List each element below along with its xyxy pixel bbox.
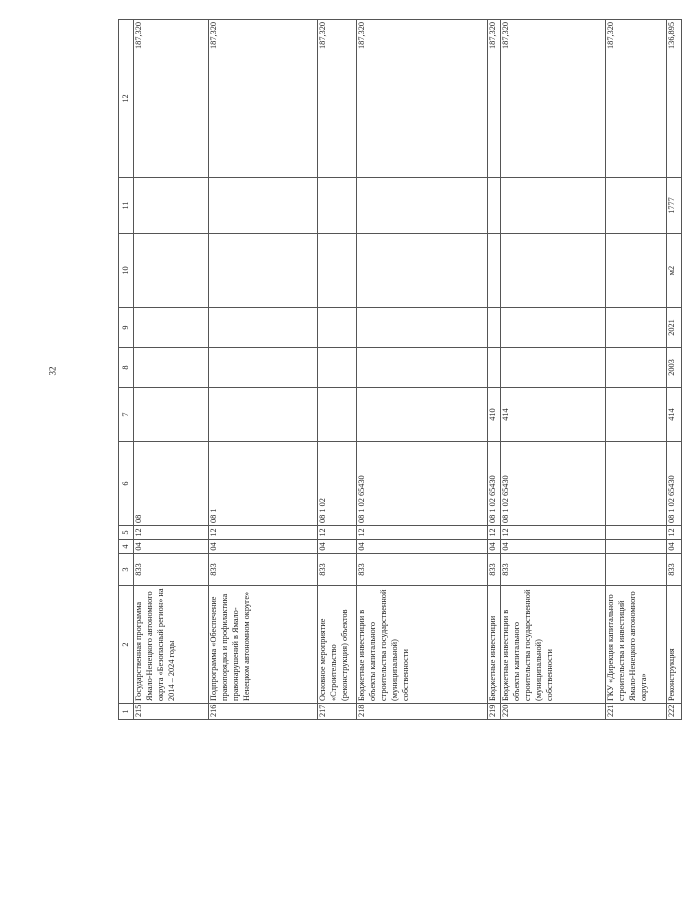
cell-subsection: 12 xyxy=(667,526,682,540)
cell-start-year xyxy=(318,348,357,388)
column-header: 4 xyxy=(119,540,134,554)
row-number: 217 xyxy=(318,704,357,720)
row-name: Государственная программа Ямало-Ненецкого автономного округа «Безопасный регион» на 2014 – 2024 годы xyxy=(134,586,209,704)
table-row xyxy=(667,20,682,720)
column-header: 2 xyxy=(119,586,134,704)
cell-amount: 136,895 xyxy=(667,20,682,178)
cell-target-article: 08 1 xyxy=(209,442,318,526)
cell-subsection: 12 xyxy=(357,526,488,540)
row-number: 216 xyxy=(209,704,318,720)
cell-section xyxy=(606,540,667,554)
cell-start-year xyxy=(134,348,209,388)
column-header: 7 xyxy=(119,388,134,442)
cell-unit xyxy=(209,234,318,308)
column-header: 11 xyxy=(119,178,134,234)
cell-start-year xyxy=(501,348,606,388)
cell-unit xyxy=(134,234,209,308)
cell-capacity: 1777 xyxy=(667,178,682,234)
cell-end-year xyxy=(501,308,606,348)
table-row xyxy=(606,20,667,720)
cell-end-year xyxy=(606,308,667,348)
column-header: 12 xyxy=(119,20,134,178)
row-number: 221 xyxy=(606,704,667,720)
cell-section: 04 xyxy=(357,540,488,554)
cell-target-article: 08 1 02 65430 xyxy=(488,442,501,526)
cell-ministry: 833 xyxy=(357,554,488,586)
cell-subsection: 12 xyxy=(318,526,357,540)
row-name: Основное мероприятие «Строительство (реконструкция) объектов xyxy=(318,586,357,704)
cell-unit xyxy=(318,234,357,308)
cell-expense-type: 414 xyxy=(501,388,606,442)
cell-unit xyxy=(357,234,488,308)
row-number: 220 xyxy=(501,704,606,720)
cell-expense-type xyxy=(606,388,667,442)
budget-table xyxy=(118,19,682,720)
table-row xyxy=(488,20,501,720)
row-name: ГКУ «Дирекция капитального строительства и инвестиций Ямало-Ненецкого автономного округа» xyxy=(606,586,667,704)
column-header: 10 xyxy=(119,234,134,308)
cell-ministry: 833 xyxy=(667,554,682,586)
column-header: 6 xyxy=(119,442,134,526)
cell-amount: 187,320 xyxy=(501,20,606,178)
cell-target-article: 08 1 02 65430 xyxy=(667,442,682,526)
cell-amount: 187,320 xyxy=(488,20,501,178)
cell-expense-type xyxy=(209,388,318,442)
table-row xyxy=(209,20,318,720)
cell-ministry: 833 xyxy=(318,554,357,586)
cell-unit xyxy=(606,234,667,308)
cell-amount: 187,320 xyxy=(606,20,667,178)
table-row xyxy=(134,20,209,720)
cell-amount: 187,320 xyxy=(357,20,488,178)
cell-end-year xyxy=(134,308,209,348)
column-header: 9 xyxy=(119,308,134,348)
cell-end-year xyxy=(488,308,501,348)
row-name: Бюджетные инвестиции в объекты капитального строительства государственной (муниципальной) собственности xyxy=(357,586,488,704)
cell-target-article: 08 1 02 65430 xyxy=(357,442,488,526)
cell-start-year: 2003 xyxy=(667,348,682,388)
cell-ministry: 833 xyxy=(501,554,606,586)
row-number: 219 xyxy=(488,704,501,720)
rotated-table-container xyxy=(118,20,676,720)
table-row xyxy=(501,20,606,720)
cell-amount: 187,320 xyxy=(209,20,318,178)
page-number: 32 xyxy=(47,366,58,376)
cell-expense-type xyxy=(134,388,209,442)
cell-end-year xyxy=(318,308,357,348)
cell-start-year xyxy=(357,348,488,388)
cell-amount: 187,320 xyxy=(134,20,209,178)
cell-ministry: 833 xyxy=(134,554,209,586)
cell-subsection: 12 xyxy=(209,526,318,540)
column-header: 3 xyxy=(119,554,134,586)
cell-expense-type xyxy=(357,388,488,442)
row-name: Подпрограмма «Обеспечение правопорядка и профилактика правонарушений в Ямало-Ненецком автономном округе» xyxy=(209,586,318,704)
cell-section: 04 xyxy=(501,540,606,554)
header-row xyxy=(119,20,134,720)
cell-capacity xyxy=(488,178,501,234)
cell-end-year xyxy=(209,308,318,348)
table-row xyxy=(357,20,488,720)
cell-expense-type: 410 xyxy=(488,388,501,442)
row-name: Бюджетные инвестиции xyxy=(488,586,501,704)
cell-subsection: 12 xyxy=(488,526,501,540)
row-number: 215 xyxy=(134,704,209,720)
cell-subsection: 12 xyxy=(134,526,209,540)
cell-start-year xyxy=(606,348,667,388)
cell-ministry: 833 xyxy=(488,554,501,586)
cell-capacity xyxy=(209,178,318,234)
cell-capacity xyxy=(501,178,606,234)
cell-target-article: 08 xyxy=(134,442,209,526)
cell-amount: 187,320 xyxy=(318,20,357,178)
cell-capacity xyxy=(134,178,209,234)
cell-unit xyxy=(488,234,501,308)
cell-end-year: 2021 xyxy=(667,308,682,348)
cell-target-article: 08 1 02 xyxy=(318,442,357,526)
cell-capacity xyxy=(318,178,357,234)
cell-unit: м2 xyxy=(667,234,682,308)
table-row xyxy=(318,20,357,720)
cell-section: 04 xyxy=(488,540,501,554)
cell-capacity xyxy=(357,178,488,234)
column-header: 5 xyxy=(119,526,134,540)
column-header: 8 xyxy=(119,348,134,388)
cell-expense-type: 414 xyxy=(667,388,682,442)
cell-section: 04 xyxy=(134,540,209,554)
cell-start-year xyxy=(209,348,318,388)
cell-subsection xyxy=(606,526,667,540)
row-name: Бюджетные инвестиции в объекты капитального строительства государственной (муниципальной) собственности xyxy=(501,586,606,704)
column-header: 1 xyxy=(119,704,134,720)
cell-section: 04 xyxy=(209,540,318,554)
row-number: 222 xyxy=(667,704,682,720)
row-name: Реконструкция xyxy=(667,586,682,704)
cell-start-year xyxy=(488,348,501,388)
cell-ministry: 833 xyxy=(209,554,318,586)
cell-ministry xyxy=(606,554,667,586)
cell-section: 04 xyxy=(318,540,357,554)
cell-subsection: 12 xyxy=(501,526,606,540)
cell-target-article xyxy=(606,442,667,526)
cell-section: 04 xyxy=(667,540,682,554)
cell-unit xyxy=(501,234,606,308)
cell-expense-type xyxy=(318,388,357,442)
cell-end-year xyxy=(357,308,488,348)
cell-capacity xyxy=(606,178,667,234)
row-number: 218 xyxy=(357,704,488,720)
cell-target-article: 08 1 02 65430 xyxy=(501,442,606,526)
